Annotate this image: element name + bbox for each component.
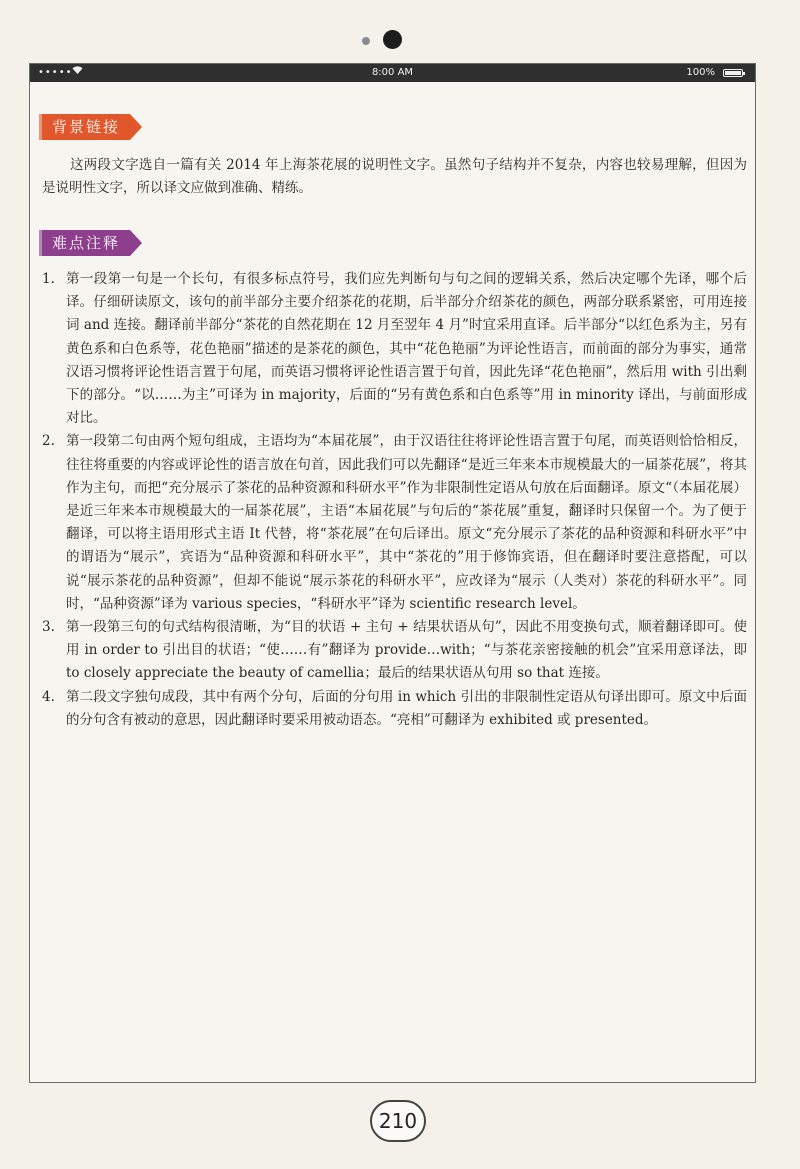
status-bar [30, 64, 755, 82]
note-text: 第一段第一句是一个长句，有很多标点符号，我们应先判断句与句之间的逻辑关系，然后决定哪个先译，哪个后译。仔细研读原文，该句的前半部分主要介绍茶花的花期，后半部分介绍茶花的颜色，两部分联系紧密，可用连接词 and 连接。翻译前半部分“茶花的自然花期在 12 月至翌年 4 月”时宜采用直译。后半部分“以红色系为主，另有黄色系和白色系等，花色艳丽”描述的是茶花的颜色，其中“花色艳丽”为评论性语言，而前面的部分为事实，通常汉语习惯将评论性语言置于句尾，而英语习惯将评论性语言置于句首，因此先译“花色艳丽”，然后用 with 引出剩下的部分。“以……为主”可译为 in majority，后面的“另有黄色系和白色系等”用 in minority 译出，与前面形成对比。 [66, 271, 747, 427]
note-item [42, 268, 747, 430]
background-section-title: 背景链接 [42, 114, 130, 140]
background-section-tag [42, 114, 142, 140]
note-item [42, 686, 747, 732]
status-time: 8:00 AM [371, 67, 414, 78]
note-item [42, 430, 747, 616]
battery-percent: 100% [686, 67, 715, 78]
note-number: 2. [42, 433, 55, 450]
notes-section-tag [42, 230, 142, 256]
camera-lens [383, 30, 402, 49]
tag-arrow [130, 230, 142, 256]
page-number: 210 [370, 1100, 426, 1142]
note-number: 4. [42, 688, 55, 705]
sensor-dot [362, 37, 370, 45]
note-text: 第一段第二句由两个短句组成，主语均为“本届花展”，由于汉语往往将评论性语言置于句尾，而英语则恰恰相反，往往将重要的内容或评论性的语言放在句首，因此我们可以先翻译“是近三年来本市规模最大的一届茶花展”，将其作为主句，而把“充分展示了茶花的品种资源和科研水平”作为非限制性定语从句放在后面翻译。原文“（本届花展）是近三年来本市规模最大的一届茶花展”，主语“本届花展”与句后的“茶花展”重复，翻译时只保留一个。为了便于翻译，可以将主语用形式主语 It 代替，将“茶花展”在句后译出。原文“充分展示了茶花的品种资源和科研水平”中的谓语为“展示”，宾语为“品种资源和科研水平”，其中“茶花的”用于修饰宾语，但在翻译时要注意搭配，可以说“展示茶花的品种资源”，但却不能说“展示茶花的科研水平”，应改译为“展示（人类对）茶花的科研水平”。同时，“品种资源”译为 various species，“科研水平”译为 scientific research level。 [66, 433, 747, 612]
note-number: 3. [42, 619, 55, 636]
note-text: 第一段第三句的句式结构很清晰，为“目的状语 + 主句 + 结果状语从句”，因此不用变换句式，顺着翻译即可。使用 in order to 引出目的状语；“使……有”翻译为 provide…with；“与茶花亲密接触的机会”宜采用意译法，即 to closely appreciate the beauty of camellia；最后的结果状语从句用 so that 连接。 [66, 619, 747, 682]
note-item [42, 616, 747, 686]
notes-section-title: 难点注释 [42, 230, 130, 256]
tablet-screen [29, 63, 756, 1083]
device-camera [0, 28, 800, 50]
note-text: 第二段文字独句成段，其中有两个分句，后面的分句用 in which 引出的非限制性定语从句译出即可。原文中后面的分句含有被动的意思，因此翻译时要采用被动语态。“亮相”可翻译为 exhibited 或 presented。 [66, 688, 747, 728]
tag-arrow [130, 114, 142, 140]
intro-paragraph: 这两段文字选自一篇有关 2014 年上海茶花展的说明性文字。虽然句子结构并不复杂，内容也较易理解，但因为是说明性文字，所以译文应做到准确、精练。 [42, 157, 747, 197]
battery-icon [723, 69, 743, 77]
battery-fill [725, 71, 741, 75]
signal-icon: ••••• [38, 67, 73, 78]
note-number: 1. [42, 271, 55, 287]
notes-list [42, 268, 747, 732]
